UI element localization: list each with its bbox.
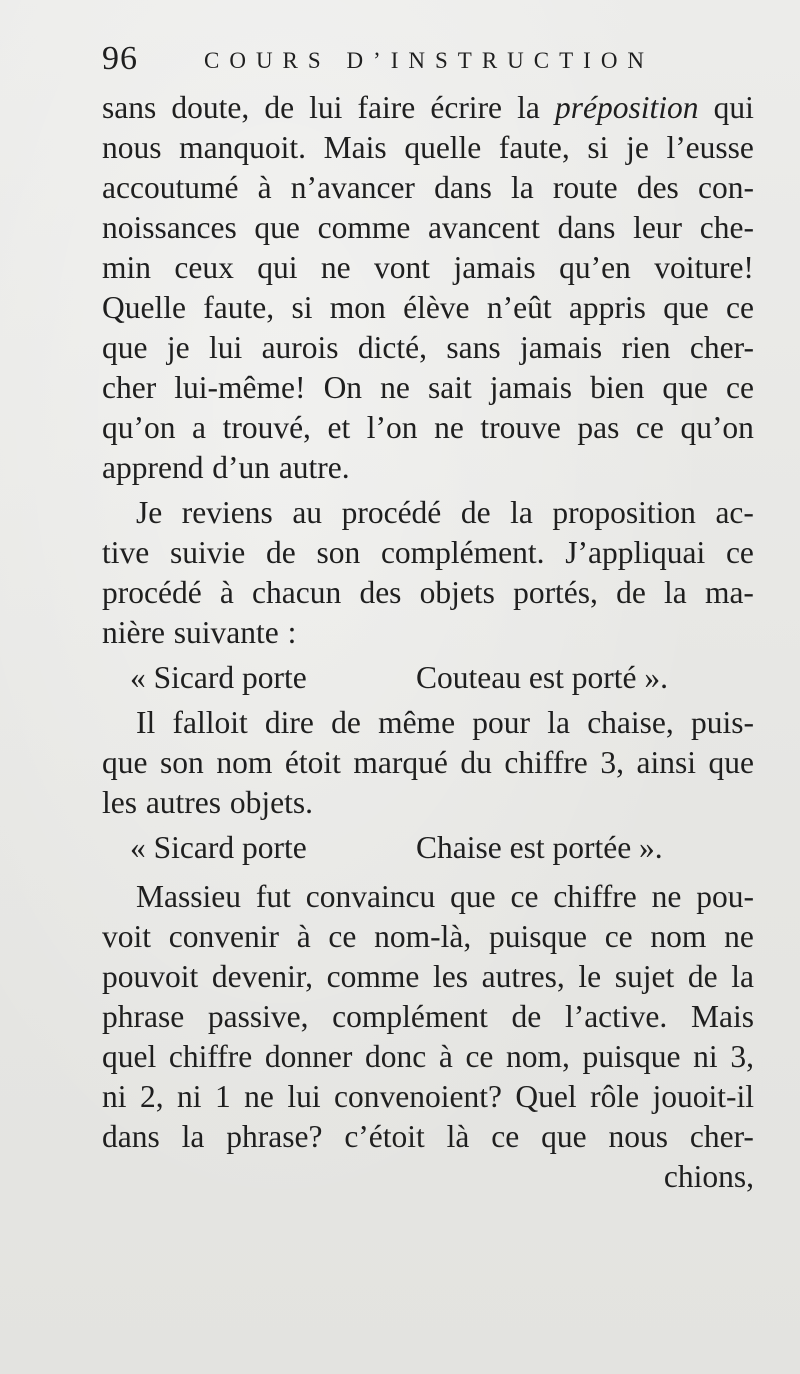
- word: apprend: [102, 450, 204, 485]
- word: Mais: [690, 999, 754, 1034]
- word: c’étoit: [344, 1119, 425, 1154]
- word: trouvé,: [222, 410, 311, 445]
- word: voiture!: [654, 250, 754, 285]
- word: jamais: [489, 370, 573, 405]
- word: dans: [102, 1119, 160, 1154]
- word: que: [102, 330, 148, 365]
- word: le: [578, 959, 602, 994]
- word: jamais: [453, 250, 536, 285]
- word: nom,: [506, 1039, 570, 1074]
- word: comme: [326, 959, 420, 994]
- text-line: [102, 997, 754, 1037]
- word: convenoient?: [334, 1079, 502, 1114]
- word: la: [547, 705, 570, 740]
- word: lui: [309, 90, 343, 125]
- word: route: [552, 170, 618, 205]
- word: Je: [136, 495, 163, 530]
- word: noissances: [102, 210, 237, 245]
- word: ne: [651, 879, 682, 914]
- word: je: [166, 330, 190, 365]
- word: l’eusse: [666, 130, 754, 165]
- word: que: [663, 290, 709, 325]
- word: pas: [577, 410, 620, 445]
- page-header: [102, 40, 702, 90]
- word: ac-: [715, 495, 754, 530]
- word: objets: [419, 575, 495, 610]
- word: la: [510, 495, 533, 530]
- word: :: [287, 615, 297, 650]
- word: lui: [287, 1079, 321, 1114]
- word: jamais: [519, 330, 603, 365]
- word: je: [626, 130, 649, 165]
- word: On: [323, 370, 363, 405]
- body-text: [102, 88, 754, 1197]
- word: dire: [264, 705, 314, 740]
- paragraph-4: [102, 877, 754, 1157]
- text-line: [102, 743, 754, 783]
- word: sans: [446, 330, 501, 365]
- word: che-: [699, 210, 754, 245]
- word: et: [327, 410, 351, 445]
- word: ce: [328, 919, 357, 954]
- example-sentence-2: [102, 828, 754, 868]
- word: élève: [403, 290, 470, 325]
- word: la: [517, 90, 540, 125]
- word: pouvoit: [102, 959, 199, 994]
- word: écrire: [430, 90, 503, 125]
- word: Il: [136, 705, 156, 740]
- word: 1: [214, 1079, 231, 1114]
- text-line: [102, 128, 754, 168]
- word: Massieu: [136, 879, 241, 914]
- word: chiffre: [168, 1039, 253, 1074]
- word: d’un: [212, 450, 271, 485]
- word: ni: [102, 1079, 127, 1114]
- word: lui-même!: [174, 370, 306, 405]
- word: qui: [257, 250, 298, 285]
- text-line: [102, 917, 754, 957]
- word: ma-: [704, 575, 754, 610]
- word: ce: [726, 290, 754, 325]
- text-line: [102, 88, 754, 128]
- word: son: [316, 535, 361, 570]
- word: rôle: [590, 1079, 640, 1114]
- word: vont: [374, 250, 431, 285]
- word: que: [102, 745, 148, 780]
- word: de: [511, 999, 542, 1034]
- word: cher-: [689, 1119, 754, 1154]
- word: ce: [635, 410, 664, 445]
- word: qui: [713, 90, 754, 125]
- word: de: [687, 959, 718, 994]
- word: 3,: [600, 745, 624, 780]
- word: passive,: [207, 999, 309, 1034]
- word: nière: [102, 615, 165, 650]
- word: que: [708, 745, 754, 780]
- word: nous: [102, 130, 162, 165]
- word: bien: [590, 370, 645, 405]
- word: sait: [427, 370, 472, 405]
- word: ce: [725, 370, 754, 405]
- word: les: [432, 959, 468, 994]
- word: quel: [102, 1039, 157, 1074]
- word: doute,: [171, 90, 250, 125]
- word: ce: [725, 535, 754, 570]
- word: voit: [102, 919, 152, 954]
- word: reviens: [181, 495, 273, 530]
- word: pou-: [696, 879, 754, 914]
- word: de: [264, 90, 295, 125]
- word: ne: [320, 250, 351, 285]
- word: ainsi: [636, 745, 696, 780]
- text-line: [102, 573, 754, 613]
- text-line: [102, 1037, 754, 1077]
- running-head: COURS D’INSTRUCTION: [204, 48, 655, 73]
- word: de: [460, 495, 491, 530]
- example-1-passive: Couteau est porté ».: [416, 660, 668, 695]
- word: convenir: [168, 919, 279, 954]
- word: qu’on: [102, 410, 176, 445]
- word: fut: [255, 879, 291, 914]
- word: que: [662, 370, 708, 405]
- word: portés,: [513, 575, 598, 610]
- word: ce: [491, 1119, 520, 1154]
- word: de: [616, 575, 646, 610]
- example-sentence-1: [102, 658, 754, 698]
- word: complément: [332, 999, 488, 1034]
- text-line: [102, 1117, 754, 1157]
- word: puis-: [691, 705, 754, 740]
- word: l’on: [366, 410, 418, 445]
- word: ce: [510, 879, 539, 914]
- word: n’eût: [486, 290, 552, 325]
- word: à: [257, 170, 272, 205]
- word: ne: [244, 1079, 274, 1114]
- word: que: [450, 879, 496, 914]
- text-line: [102, 783, 754, 823]
- word: chiffre: [504, 745, 588, 780]
- word: ne: [380, 370, 410, 405]
- word: manquoit.: [179, 130, 307, 165]
- text-line: [102, 368, 754, 408]
- word: la: [511, 170, 534, 205]
- word: Quel: [515, 1079, 577, 1114]
- word: faire: [357, 90, 416, 125]
- word: faute,: [203, 290, 275, 325]
- text-line: [102, 288, 754, 328]
- word: ne: [724, 919, 754, 954]
- word: aurois: [261, 330, 339, 365]
- text-line: [102, 248, 754, 288]
- word: lui: [208, 330, 243, 365]
- word: procédé: [102, 575, 202, 610]
- word: dans: [434, 170, 492, 205]
- text-line: [102, 408, 754, 448]
- word: falloit: [172, 705, 248, 740]
- word: dans: [557, 210, 616, 245]
- word: phrase?: [226, 1119, 323, 1154]
- word: convaincu: [305, 879, 436, 914]
- word: devenir,: [211, 959, 313, 994]
- word: trouve: [480, 410, 561, 445]
- word: puisque: [488, 919, 587, 954]
- word: comme: [317, 210, 411, 245]
- catchword: chions,: [663, 1159, 754, 1194]
- word: autres,: [481, 959, 565, 994]
- text-line: [102, 703, 754, 743]
- word: rien: [621, 330, 671, 365]
- word: là: [446, 1119, 470, 1154]
- word: Mais: [323, 130, 387, 165]
- word: des: [636, 170, 679, 205]
- word: sans: [102, 90, 157, 125]
- word: sujet: [614, 959, 675, 994]
- word: chacun: [252, 575, 342, 610]
- word: son: [160, 745, 204, 780]
- word: la: [664, 575, 687, 610]
- word: nom: [216, 745, 273, 780]
- word: chiffre: [553, 879, 637, 914]
- word: avancent: [428, 210, 540, 245]
- word: ne: [434, 410, 464, 445]
- word: con-: [698, 170, 754, 205]
- word: n’avancer: [290, 170, 415, 205]
- text-line: [102, 957, 754, 997]
- word: tive: [102, 535, 150, 570]
- word: leur: [633, 210, 683, 245]
- word: nom: [650, 919, 707, 954]
- word: min: [102, 250, 152, 285]
- text-line: [102, 328, 754, 368]
- word: qu’on: [680, 410, 754, 445]
- word: nom-là,: [374, 919, 472, 954]
- text-line: [102, 613, 754, 653]
- text-line: [102, 1077, 754, 1117]
- word: objets.: [229, 785, 313, 820]
- text-line: [102, 877, 754, 917]
- word: ni: [177, 1079, 202, 1114]
- word: autre.: [278, 450, 350, 485]
- word: phrase: [102, 999, 185, 1034]
- word: jouoit-il: [652, 1079, 754, 1114]
- word: proposition: [552, 495, 696, 530]
- word: à: [438, 1039, 453, 1074]
- page-number: 96: [102, 40, 138, 77]
- word: cher: [102, 370, 157, 405]
- word: si: [291, 290, 313, 325]
- word: ceux: [174, 250, 234, 285]
- text-line: [102, 533, 754, 573]
- word: Quelle: [102, 290, 186, 325]
- word: marqué: [353, 745, 448, 780]
- paragraph-2: [102, 493, 754, 653]
- text-line: [102, 493, 754, 533]
- word: de: [331, 705, 361, 740]
- word: si: [587, 130, 609, 165]
- word: ce: [465, 1039, 494, 1074]
- word: 3,: [730, 1039, 754, 1074]
- word: quelle: [404, 130, 482, 165]
- paragraph-3: [102, 703, 754, 823]
- word: suivante: [173, 615, 279, 650]
- word: que: [541, 1119, 587, 1154]
- word: J’appliquai: [565, 535, 706, 570]
- word: des: [359, 575, 402, 610]
- word: 2,: [139, 1079, 164, 1114]
- word: faute,: [498, 130, 570, 165]
- word: dicté,: [357, 330, 427, 365]
- word: mon: [329, 290, 386, 325]
- paragraph-1: [102, 88, 754, 488]
- word: puisque: [582, 1039, 681, 1074]
- word: procédé: [341, 495, 442, 530]
- text-line: [102, 448, 754, 488]
- example-2-active: « Sicard porte: [130, 830, 307, 865]
- word: que: [254, 210, 300, 245]
- word: chaise,: [587, 705, 674, 740]
- word: préposition: [555, 90, 699, 125]
- word: accoutumé: [102, 170, 239, 205]
- word: de: [265, 535, 296, 570]
- word: suivie: [169, 535, 246, 570]
- word: même: [378, 705, 456, 740]
- word: la: [731, 959, 754, 994]
- word: appris: [568, 290, 646, 325]
- text-line: [102, 208, 754, 248]
- word: a: [192, 410, 207, 445]
- word: complément.: [380, 535, 545, 570]
- word: les: [102, 785, 137, 820]
- word: au: [292, 495, 323, 530]
- word: cher-: [689, 330, 754, 365]
- word: à: [219, 575, 234, 610]
- word: qu’en: [559, 250, 631, 285]
- text-line: [102, 168, 754, 208]
- word: la: [181, 1119, 205, 1154]
- example-1-active: « Sicard porte: [130, 660, 307, 695]
- word: pour: [472, 705, 531, 740]
- word: donc: [364, 1039, 427, 1074]
- example-2-passive: Chaise est portée ».: [416, 830, 663, 865]
- word: étoit: [284, 745, 341, 780]
- word: l’active.: [564, 999, 668, 1034]
- word: ce: [604, 919, 633, 954]
- word: nous: [608, 1119, 668, 1154]
- word: à: [296, 919, 311, 954]
- word: du: [460, 745, 492, 780]
- word: donner: [264, 1039, 353, 1074]
- word: ni: [693, 1039, 718, 1074]
- word: autres: [145, 785, 222, 820]
